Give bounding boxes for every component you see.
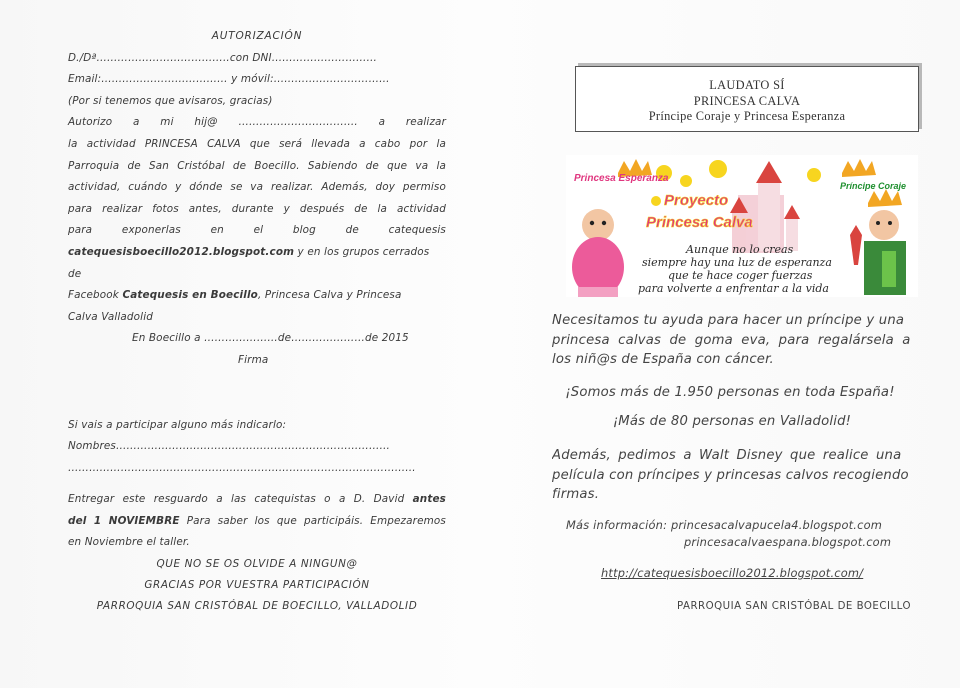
auth-line-8: Facebook Catequesis en Boecillo, Princesa Calva y Princesa xyxy=(68,289,402,302)
auth-line-4: actividad, cuándo y dónde se va realizar. Además, doy permiso xyxy=(68,181,446,194)
info-label: Más información: xyxy=(566,518,671,532)
disney-line-2: película con príncipes y princesas calvos recogiendo xyxy=(552,467,909,483)
email-phone-line: Email:……………………………… y móvil:…………………………… xyxy=(68,73,390,86)
names-line: Nombres…………………………………………………………………… xyxy=(68,440,391,453)
auth-line-6: para exponerlas en el blog de catequesis xyxy=(68,224,446,237)
closing-line-2: GRACIAS POR VUESTRA PARTICIPACIÓN xyxy=(144,579,370,592)
deliver-line-3: en Noviembre el taller. xyxy=(68,536,190,549)
svg-text:siempre hay una luz de esperan: siempre hay una luz de esperanza xyxy=(642,256,832,269)
blog-link[interactable]: http://catequesisboecillo2012.blogspot.com/ xyxy=(601,566,864,580)
closing-line-1: QUE NO SE OS OLVIDE A NINGUN@ xyxy=(156,558,358,571)
closing-line-3: PARROQUIA SAN CRISTÓBAL DE BOECILLO, VALLADOLID xyxy=(96,600,418,613)
place-date-line: En Boecillo a …………………de…………………de 2015 xyxy=(132,332,409,345)
heading-box xyxy=(575,66,919,132)
heading-line-1: LAUDATO SÍ xyxy=(709,78,785,92)
label-princess: Princesa Esperanza xyxy=(574,173,669,184)
appeal-line-2: princesa calvas de goma eva, para regalársela a xyxy=(552,332,911,348)
others-line: Si vais a participar alguno más indicarlo: xyxy=(68,418,287,431)
auth-line-5: para realizar fotos antes, durante y después de la actividad xyxy=(68,202,446,215)
project-banner xyxy=(566,155,918,297)
svg-text:que te hace coger fuerzas: que te hace coger fuerzas xyxy=(668,269,813,282)
dots-line: ……………………………………………………………………………………… xyxy=(68,461,416,474)
disney-line-3: firmas. xyxy=(552,487,600,502)
authorization-form xyxy=(68,26,446,617)
info-url-2: princesacalvaespana.blogspot.com xyxy=(684,535,892,549)
info-url-1: princesacalvapucela4.blogspot.com xyxy=(670,518,883,532)
heading-line-2: PRINCESA CALVA xyxy=(693,93,801,108)
label-project-2: Princesa Calva xyxy=(646,214,753,231)
auth-line-1: Autorizo a mi hij@ ……………………………. a realizar xyxy=(68,116,446,129)
spacer xyxy=(68,479,446,489)
blog-url-bold: catequesisboecillo2012.blogspot.com xyxy=(68,245,295,258)
label-prince: Príncipe Coraje xyxy=(840,181,907,191)
deliver-line-1: Entregar este resguardo a las catequistas o a D. David antes xyxy=(68,493,446,506)
auth-line-9: Calva Valladolid xyxy=(68,310,154,323)
appeal-paragraph xyxy=(552,311,932,370)
facebook-group-1: Catequesis en Boecillo xyxy=(122,289,258,302)
label-project-1: Proyecto xyxy=(664,192,729,209)
appeal-line-1: Necesitamos tu ayuda para hacer un príncipe y una xyxy=(552,313,905,328)
name-dni-line: D./Dª………………………………..con DNI………………………… xyxy=(68,51,378,64)
appeal-line-3: los niñ@s de España con cáncer. xyxy=(552,352,774,367)
auth-line-2: la actividad PRINCESA CALVA que será llevada a cabo por la xyxy=(68,137,446,150)
form-title: AUTORIZACIÓN xyxy=(211,30,303,42)
signature-label: Firma xyxy=(238,353,269,366)
stat-spain: ¡Somos más de 1.950 personas en toda España! xyxy=(565,385,895,400)
deliver-line-2: del 1 NOVIEMBRE Para saber los que participáis. Empezaremos xyxy=(68,514,446,527)
heading-line-3: Príncipe Coraje y Princesa Esperanza xyxy=(648,109,846,123)
auth-line-3: Parroquia de San Cristóbal de Boecillo. Sabiendo de que va la xyxy=(68,159,446,172)
right-footer: PARROQUIA SAN CRISTÓBAL DE BOECILLO xyxy=(677,601,911,612)
deadline: del 1 NOVIEMBRE xyxy=(68,514,180,527)
facebook-group-2: Princesa Calva y Princesa xyxy=(264,289,402,302)
disney-paragraph xyxy=(552,446,932,505)
contact-note: (Por si tenemos que avisaros, gracias) xyxy=(68,94,273,107)
spacer xyxy=(68,372,446,415)
svg-text:para volverte a enfrentar a la: para volverte a enfrentar a la vida xyxy=(638,282,829,295)
svg-text:Aunque no lo creas: Aunque no lo creas xyxy=(686,243,794,256)
stat-valladolid: ¡Más de 80 personas en Valladolid! xyxy=(612,414,852,429)
auth-line-7: catequesisboecillo2012.blogspot.com y en los grupos cerrados de xyxy=(68,245,430,280)
disney-line-1: Además, pedimos a Walt Disney que realice una xyxy=(552,448,902,463)
